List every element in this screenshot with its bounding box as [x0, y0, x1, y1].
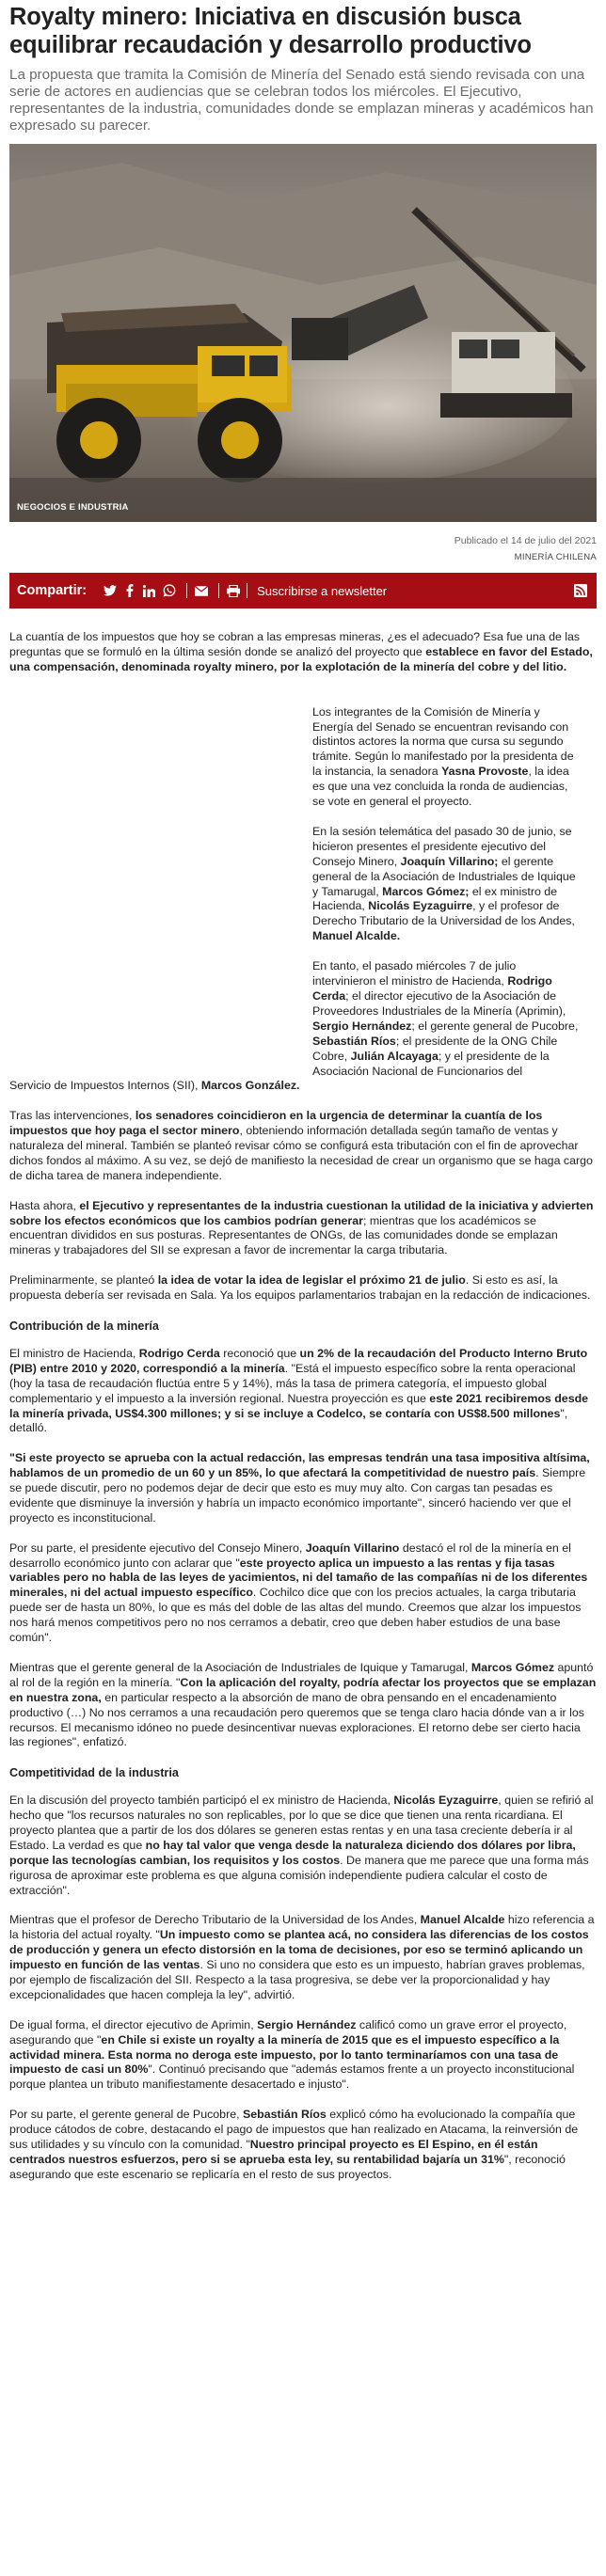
share-bar	[9, 573, 597, 608]
publish-date: Publicado el 14 de julio del 2021	[454, 535, 597, 546]
share-label: Compartir:	[17, 583, 88, 598]
paragraph: Los integrantes de la Comisión de Minería y Energía del Senado se encuentran revisando con distintos actores la norma que cursa su segundo trámite. Según lo manifestado por la presidenta de la instancia, la senadora Yasna Provoste, la idea es que una vez concluida la ronda de audiencias, se vote en general el proyecto.	[312, 704, 574, 809]
image-category-tag[interactable]: NEGOCIOS E INDUSTRIA	[17, 502, 129, 513]
facebook-icon[interactable]	[121, 583, 137, 599]
divider	[218, 583, 219, 598]
paragraph: En la discusión del proyecto también participó el ex ministro de Hacienda, Nicolás Eyzaguirre, quien se refirió al hecho que "los recursos naturales no son replicables, por lo que se dice que tienen una renta ricardiana. El proyecto plantea que a partir de los dos dólares se generen estas rentas y en una tasa creciente debería ir al Estado. La verdad es que no hay tal valor que venga desde la naturaleza diciendo dos dólares por libra, porque las tecnologías cambian, los requisitos y los costos. De manera que me parece que una forma más rigurosa de aproximar este problema es que alguna comisión independiente pudiera calcular el costo de extracción".	[9, 1794, 594, 1897]
article-source: MINERÍA CHILENA	[514, 552, 597, 562]
paragraph: Tras las intervenciones, los senadores coincidieron en la urgencia de determinar la cuantía de los impuestos que hoy paga el sector minero, obteniendo información detallada según tamaño de ventas y naturaleza del mineral. También se planteó revisar cómo se configurá esta tributación con el fin de aprovechar dichos fondos al máximo. A su vez, se dejó de manifiesto la necesidad de crear un organismo que se haga cargo de dicha tarea de manera independiente.	[9, 1109, 593, 1182]
paragraph: Servicio de Impuestos Internos (SII), Marcos González.	[9, 1079, 300, 1093]
article-body	[9, 630, 597, 2183]
paragraph: Por su parte, el presidente ejecutivo del Consejo Minero, Joaquín Villarino destacó el rol de la minería en el desarrollo económico junto con aclarar que "este proyecto aplica un impuesto a las rentas y fija tasas variables pero no habla de las leyes de yacimientos, ni del tamaño de las compañías ni de los diferentes minerales, ni del actual impuesto específico. Cochilco dice que con los precios actuales, la carga tributaria puede ser de hasta un 80%, lo que es más del doble de las altas del mundo. Creemos que alzar los impuestos nos hará menos competitivos pero no nos cerramos a debatir, creo que deben haber estudios de una base común".	[9, 1541, 588, 1645]
paragraph: Mientras que el profesor de Derecho Tributario de la Universidad de los Andes, Manuel Alcalde hizo referencia a la historia del actual royalty. "Un impuesto como se plantea acá, no considera las diferencias de los costos de producción y genera un efecto distorsión en la toma de decisiones, por eso se terminó aplicando un impuesto en función de las ventas. Si uno no considera que esto es un impuesto, habrían graves problemas, por ejemplo de fiscalización del SII. Respecto a la tasa progresiva, se debe ver la proporcionalidad y hay excepcionalidades que hacen compleja la ley", advirtió.	[9, 1913, 595, 2001]
linkedin-icon[interactable]	[141, 583, 157, 599]
narrow-column	[312, 705, 581, 1080]
paragraph: Preliminarmente, se planteó la idea de votar la idea de legislar el próximo 21 de julio. Si esto es así, la propuesta debería ser revisada en Sala. Ya los equipos parlamentarios trabajan en la redacción de indicaciones.	[9, 1273, 591, 1303]
paragraph: En la sesión telemática del pasado 30 de junio, se hicieron presentes el presidente ejecutivo del Consejo Minero, Joaquín Villarino; el gerente general de la Asociación de Industriales de Iquique y Tamarugal, Marcos Gómez; el ex ministro de Hacienda, Nicolás Eyzaguirre, y el profesor de Derecho Tributario de la Universidad de los Andes, Manuel Alcalde.	[312, 824, 576, 943]
mail-icon[interactable]	[193, 583, 209, 599]
share-icons	[102, 583, 181, 599]
rss-icon[interactable]	[574, 584, 587, 597]
article	[9, 0, 597, 2198]
twitter-icon[interactable]	[102, 583, 118, 599]
subscribe-newsletter-link[interactable]: Suscribirse a newsletter	[257, 583, 388, 598]
whatsapp-icon[interactable]	[161, 583, 177, 599]
article-title: Royalty minero: Iniciativa en discusión busca equilibrar recaudación y desarrollo productivo	[9, 4, 532, 58]
paragraph: Por su parte, el gerente general de Pucobre, Sebastián Ríos explicó cómo ha evolucionado la compañía que produce cátodos de cobre, destacando el pago de impuestos que han realizado en Atacama, la reinversión de sus utilidades y su vínculo con la comunidad. "Nuestro principal proyecto es El Espino, en él están centrados nuestros esfuerzos, pero si se aprueba esta ley, su rentabilidad bajaría un 31%", reconoció asegurando que este escenario se replicaría en el resto de sus proyectos.	[9, 2108, 579, 2181]
paragraph: Mientras que el gerente general de la Asociación de Industriales de Iquique y Tamarugal, Marcos Gómez apuntó al rol de la región en la minería. "Con la aplicación del royalty, podría afectar los proyectos que se emplazan en nuestra zona, en particular respecto a la absorción de mano de obra pensando en el encadenamiento productivo (…) No nos cerramos a una recaudación pero queremos que se tenga claro hacia dónde van a ir los recursos. El mecanismo idóneo no puede desincentivar nuevas exploraciones. El retorno debe ser cierto hacia las regiones", enfatizó.	[9, 1660, 597, 1749]
paragraph: La cuantía de los impuestos que hoy se cobran a las empresas mineras, ¿es el adecuado? Esa fue una de las preguntas que se formuló en la última sesión donde se analizó del proyecto que establece en favor del Estado, una compensación, denominada royalty minero, por la explotación de la minería del cobre y del litio.	[9, 630, 593, 673]
article-lead: La propuesta que tramita la Comisión de Minería del Senado está siendo revisada con una serie de actores en audiencias que se celebran todos los miércoles. El Ejecutivo, representantes de la industria, comunidades donde se emplazan mineras y académicos han expresado su parecer.	[9, 67, 594, 134]
paragraph: "Si este proyecto se aprueba con la actual redacción, las empresas tendrán una tasa impositiva altísima, hablamos de un promedio de un 60 y un 85%, lo que afectará la competitividad de nuestro país. Siempre se puede discutir, pero no podemos dejar de decir que esto es muy muy alto. Con cargas tan pesadas es evidente que disminuye la inversión y habría un impacto económico importante", sinceró haciendo ver que el proyecto es inconstitucional.	[9, 1451, 590, 1525]
mining-truck-photo	[9, 144, 597, 522]
print-icon[interactable]	[225, 583, 241, 599]
paragraph: Hasta ahora, el Ejecutivo y representantes de la industria cuestionan la utilidad de la iniciativa y advierten sobre los efectos económicos que los cambios podrían generar; mientras que los académicos se encuentran divididos en sus posturas. Representantes de ONGs, de las comunidades donde se emplazan mineras y trabajadores del SII se expresan a favor de incrementar la carga tributaria.	[9, 1198, 594, 1257]
paragraph: De igual forma, el director ejecutivo de Aprimin, Sergio Hernández calificó como un grave error el proyecto, asegurando que "en Chile si existe un royalty a la minería de 2015 que es el impuesto específico a la actividad minera. Esta norma no deroga este impuesto, por lo tanto terminaríamos con una tasa de impuesto de casi un 80%". Continuó precisando que "además estamos frente a un proyecto inconstitucional porque plantea un tributo manifiestamente desacertado e injusto".	[9, 2017, 575, 2092]
section-heading: Competitividad de la industria	[9, 1766, 179, 1780]
divider	[186, 583, 187, 598]
paragraph: El ministro de Hacienda, Rodrigo Cerda reconoció que un 2% de la recaudación del Producto Interno Bruto (PIB) entre 2010 y 2020, correspondió a la minería. "Está el impuesto específico sobre la renta operacional (hoy la tasa de recaudación fluctúa entre 5 y 14%), más la tasa de primera categoría, el impuesto global complementario y el impuesto a la inversión regional. Nuestra proyección es que este 2021 recibiremos desde la minería privada, US$4.300 millones; y si se incluye a Codelco, se contaría con US$8.500 millones", detalló.	[9, 1346, 589, 1435]
paragraph: En tanto, el pasado miércoles 7 de julio intervinieron el ministro de Hacienda, Rodrigo Cerda; el director ejecutivo de la Asociación de Proveedores Industriales de la Minería (Aprimin), Sergio Hernández; el gerente general de Pucobre, Sebastián Ríos; el presidente de la ONG Chile Cobre, Julián Alcayaga; y el presidente de la Asociación Nacional de Funcionarios del	[312, 959, 579, 1078]
ad-space	[9, 690, 597, 705]
section-heading: Contribución de la minería	[9, 1319, 159, 1333]
hero-image	[9, 144, 597, 522]
